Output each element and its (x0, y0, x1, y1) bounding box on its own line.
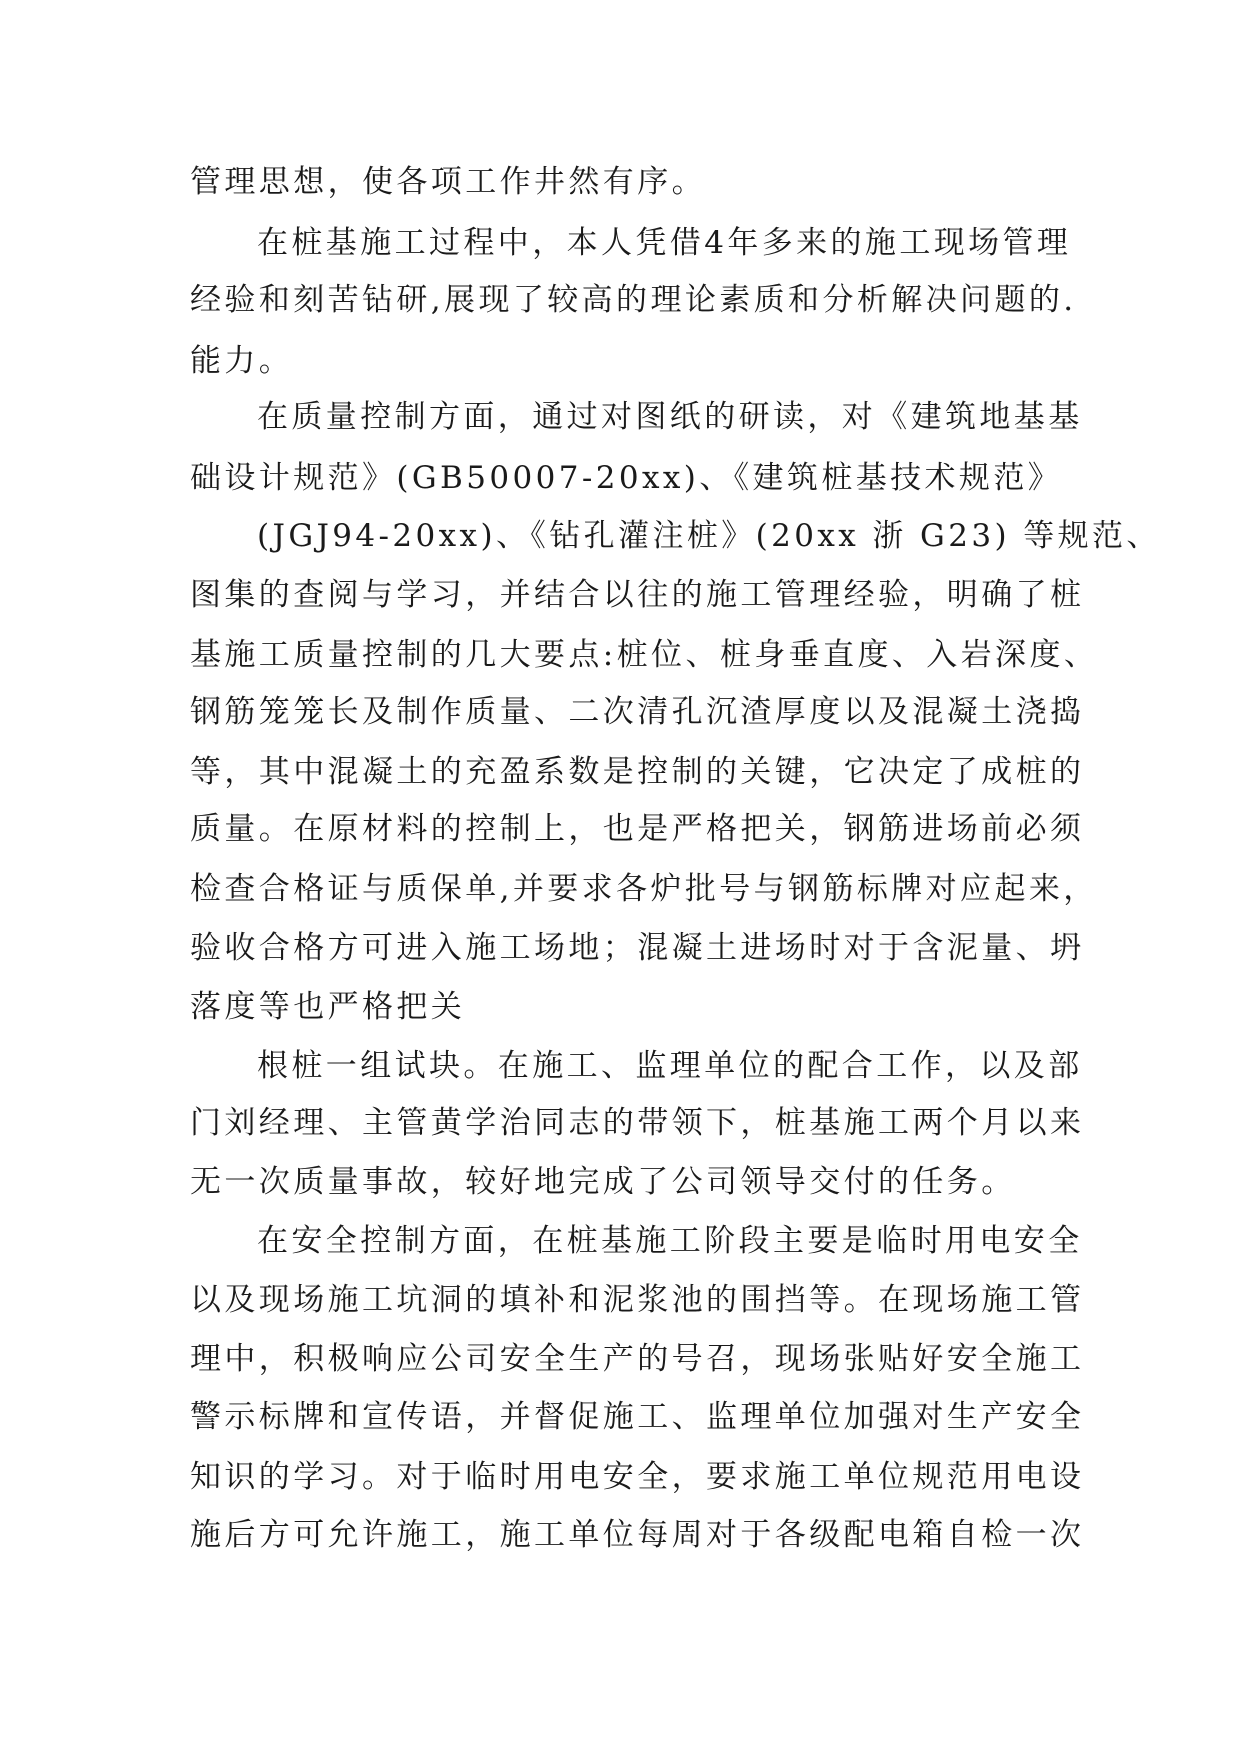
text-line: 门刘经理、主管黄学治同志的带领下，桩基施工两个月以来 (190, 1105, 1085, 1141)
text-line: 在质量控制方面，通过对图纸的研读，对《建筑地基基 (257, 399, 1083, 435)
text-line: 管理思想，使各项工作井然有序。 (190, 164, 706, 200)
text-line: 质量。在原材料的控制上，也是严格把关，钢筋进场前必须 (190, 811, 1085, 847)
text-line: 在桩基施工过程中，本人凭借4年多来的施工现场管理 (257, 225, 1072, 261)
text-line: 等，其中混凝土的充盈系数是控制的关键，它决定了成桩的 (190, 754, 1085, 790)
text-line: 图集的查阅与学习，并结合以往的施工管理经验，明确了桩 (190, 577, 1085, 613)
text-line: 能力。 (190, 343, 294, 379)
text-line: 落度等也严格把关 (190, 989, 466, 1025)
text-line: 根桩一组试块。在施工、监理单位的配合工作，以及部 (257, 1048, 1083, 1084)
text-line: 钢筋笼笼长及制作质量、二次清孔沉渣厚度以及混凝土浇捣 (190, 694, 1085, 730)
text-line: 理中，积极响应公司安全生产的号召，现场张贴好安全施工 (190, 1341, 1085, 1377)
text-line: 检查合格证与质保单,并要求各炉批号与钢筋标牌对应起来， (190, 871, 1098, 907)
text-line: 以及现场施工坑洞的填补和泥浆池的围挡等。在现场施工管 (190, 1282, 1085, 1318)
text-line: 验收合格方可进入施工场地；混凝土进场时对于含泥量、坍 (190, 930, 1085, 966)
text-line: 经验和刻苦钻研,展现了较高的理论素质和分析解决问题的. (190, 282, 1077, 318)
text-line: (JGJ94-20xx)、《钻孔灌注桩》(20xx 浙 G23) 等规范、 (257, 518, 1161, 554)
text-line: 无一次质量事故，较好地完成了公司领导交付的任务。 (190, 1164, 1016, 1200)
text-line: 知识的学习。对于临时用电安全，要求施工单位规范用电设 (190, 1459, 1085, 1495)
text-line: 在安全控制方面，在桩基施工阶段主要是临时用电安全 (257, 1223, 1083, 1259)
text-line: 基施工质量控制的几大要点:桩位、桩身垂直度、入岩深度、 (190, 637, 1099, 673)
text-line: 施后方可允许施工，施工单位每周对于各级配电箱自检一次 (190, 1517, 1085, 1553)
text-line: 警示标牌和宣传语，并督促施工、监理单位加强对生产安全 (190, 1399, 1085, 1435)
text-line: 础设计规范》(GB50007-20xx)、《建筑桩基技术规范》 (190, 460, 1063, 496)
